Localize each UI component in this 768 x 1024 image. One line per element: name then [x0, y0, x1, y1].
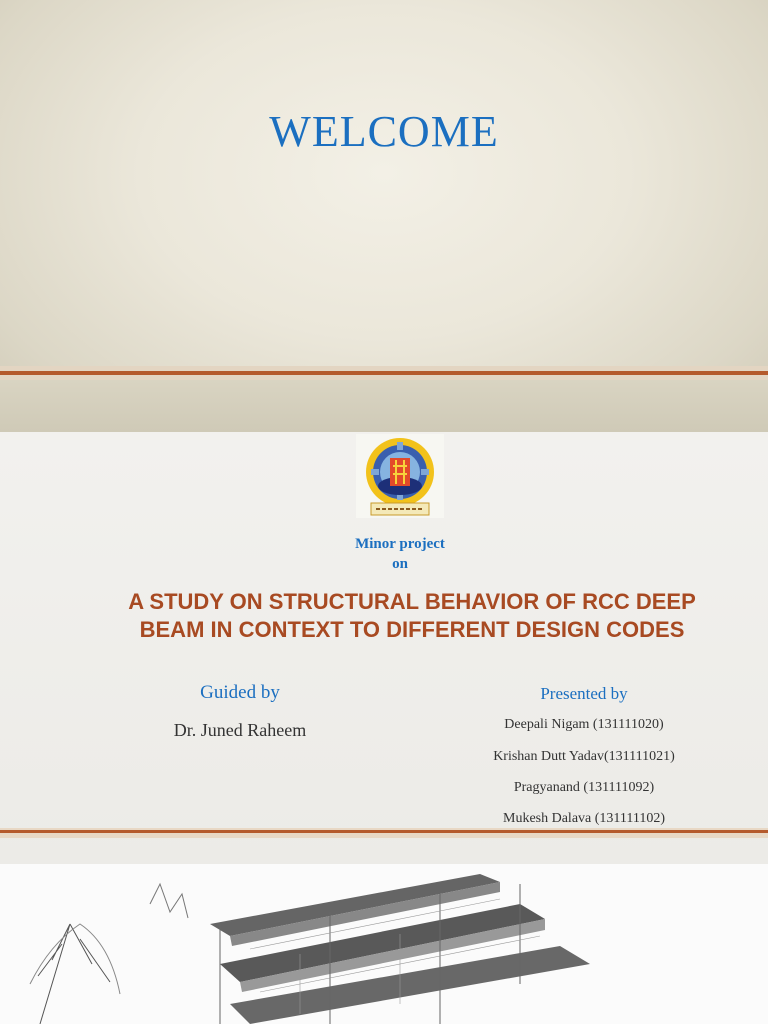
building-sketch-image	[0, 864, 768, 1024]
minor-project-label	[0, 534, 768, 574]
guide-name: Dr. Juned Raheem	[173, 720, 307, 740]
divider-line	[0, 830, 768, 833]
minor-project-text: Minor project	[355, 536, 445, 552]
on-text: on	[392, 556, 408, 572]
divider-line	[0, 371, 768, 375]
presenter-item: Mukesh Dalava (131111102)	[503, 811, 665, 826]
welcome-title: WELCOME	[269, 107, 499, 156]
presenter-item: Krishan Dutt Yadav(131111021)	[493, 749, 675, 764]
project-title	[0, 588, 768, 644]
slide-footer-band	[0, 380, 768, 432]
title-slide	[0, 432, 768, 864]
institute-logo	[356, 434, 444, 518]
presenter-item: Pragyanand (131111092)	[513, 780, 655, 795]
presenter-item: Deepali Nigam (131111020)	[504, 717, 664, 732]
guided-by-heading: Guided by	[200, 682, 280, 703]
presented-by-heading: Presented by	[540, 684, 628, 703]
project-title-line-2: BEAM IN CONTEXT TO DIFFERENT DESIGN CODES	[139, 617, 685, 642]
project-title-line-1: A STUDY ON STRUCTURAL BEHAVIOR OF RCC DEEP	[128, 589, 696, 614]
welcome-slide	[0, 0, 768, 432]
building-sketch-slide	[0, 864, 768, 1024]
